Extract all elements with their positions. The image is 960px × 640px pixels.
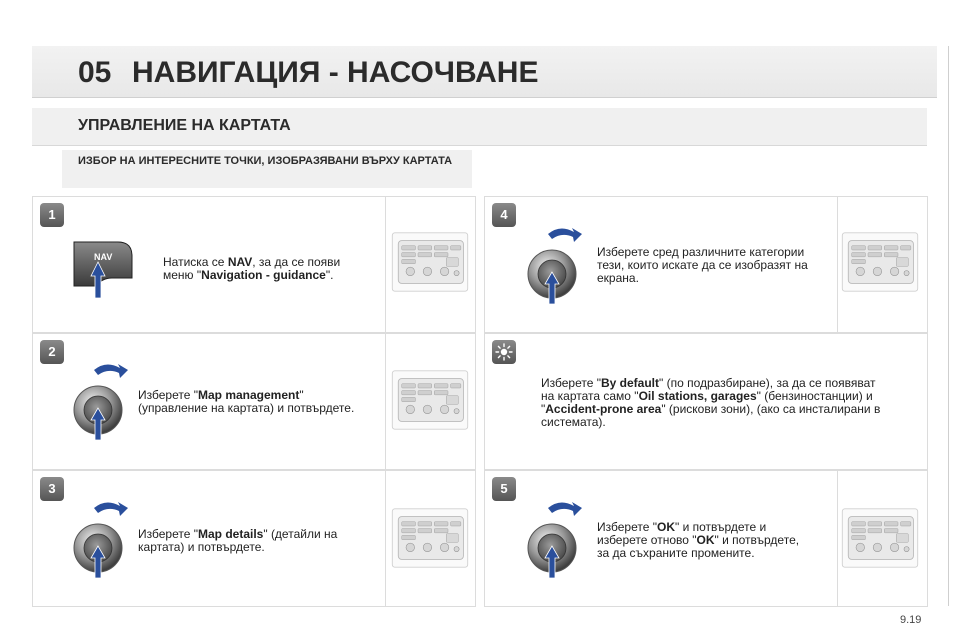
radio-panel-icon <box>388 370 472 430</box>
card-divider <box>385 197 386 332</box>
subsection-title: ИЗБОР НА ИНТЕРЕСНИТЕ ТОЧКИ, ИЗОБРАЗЯВАНИ ВЪРХУ КАРТАТА <box>78 155 453 167</box>
chapter-number: 05 <box>78 56 112 89</box>
rotary-knob-icon <box>526 226 586 306</box>
step-badge-3: 3 <box>40 477 64 501</box>
step-4-text: Изберете сред различните категории тези, които искате да се изобразят на екрана. <box>597 245 808 285</box>
step-badge-4: 4 <box>492 203 516 227</box>
step-5-text: Изберете "OK" и потвърдете и изберете отново "OK" и потвърдете, за да съхраните промените. <box>597 520 800 560</box>
step-2-text: Изберете "Map management" (управление на картата) и потвърдете. <box>138 388 355 415</box>
tip-text: Изберете "By default" (по подразбиране), за да се появяват на картата само "Oil stations, garages" (бензиностанции) и "Accident-prone area" (рискови зони), (ако са инсталирани в системата). <box>541 376 881 429</box>
rotary-knob-icon <box>72 500 132 580</box>
step-3-text: Изберете "Map details" (детайли на картата) и потвърдете. <box>138 527 338 554</box>
step-1-text: Натиска се NAV, за да се появи меню "Navigation - guidance". <box>163 255 341 282</box>
card-divider <box>385 471 386 606</box>
rotary-knob-icon <box>72 362 132 442</box>
radio-panel-icon <box>838 508 922 568</box>
radio-panel-icon <box>388 232 472 292</box>
right-edge-rule <box>948 46 949 606</box>
rotary-knob-icon <box>526 500 586 580</box>
step-badge-1: 1 <box>40 203 64 227</box>
nav-button-label: NAV <box>94 252 113 262</box>
card-divider <box>385 334 386 469</box>
lightbulb-icon <box>492 340 516 364</box>
radio-panel-icon <box>838 232 922 292</box>
step-badge-2: 2 <box>40 340 64 364</box>
step-badge-5: 5 <box>492 477 516 501</box>
radio-panel-icon <box>388 508 472 568</box>
page-number: 9.19 <box>900 614 922 626</box>
page-title: НАВИГАЦИЯ - НАСОЧВАНЕ <box>132 56 539 89</box>
section-title: УПРАВЛЕНИЕ НА КАРТАТА <box>78 117 291 134</box>
nav-button-icon <box>72 236 136 300</box>
